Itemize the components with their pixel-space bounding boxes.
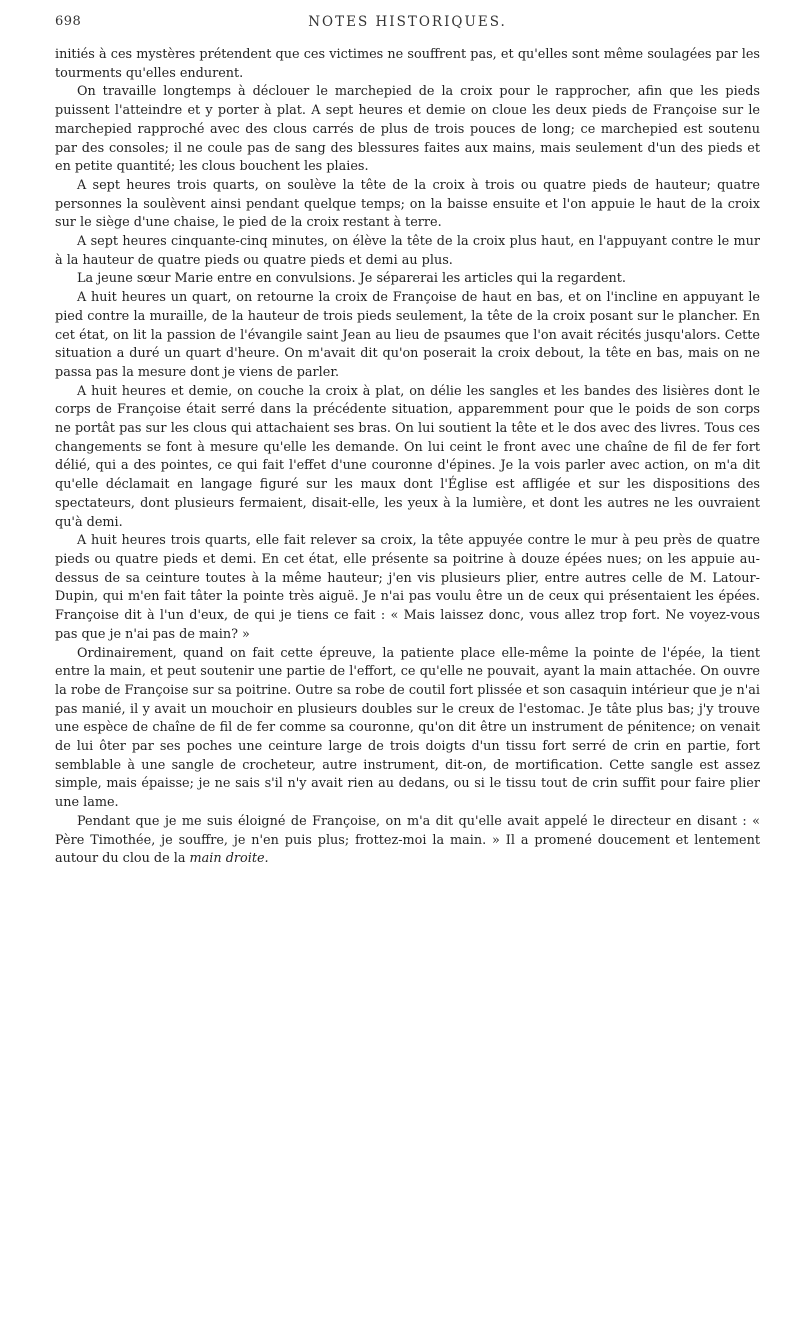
paragraph: A huit heures trois quarts, elle fait relever sa croix, la tête appuyée contre le mur à peu près de quatre pieds ou quatre pieds et demi. En cet état, elle présente sa poitrine à douze épées nues; on les appuie au-dessus de sa ceinture toutes à la même hauteur; j'en vis plusieurs plier, entre autres celle de M. Latour-Dupin, qui m'en fait tâter la pointe très aiguë. Je n'ai pas voulu être un de ceux qui présentaient les épées. Françoise dit à l'un d'eux, de qui je tiens ce fait : « Mais laissez donc, vous allez trop fort. Ne voyez-vous pas que je n'ai pas de main? »: [55, 533, 760, 642]
italic-phrase: main droite.: [189, 851, 269, 867]
page-number: 698: [55, 14, 82, 29]
text-body: [55, 46, 760, 869]
running-head: [55, 14, 760, 36]
paragraph: La jeune sœur Marie entre en convulsions. Je séparerai les articles qui la regardent.: [77, 271, 626, 287]
paragraph: A huit heures et demie, on couche la croix à plat, on délie les sangles et les bandes des lisières dont le corps de Françoise était serré dans la précédente situation, apparemment pour que le poids de son corps ne portât pas sur les clous qui attachaient ses bras. On lui soutient la tête et le dos avec des livres. Tous ces changements se font à mesure qu'elle les demande. On lui ceint le front avec une chaîne de fil de fer fort délié, qui a des pointes, ce qui fait l'effet d'une couronne d'épines. Je la vois parler avec action, on m'a dit qu'elle déclamait en langage figuré sur les maux dont l'Église est affligée et sur les dispositions des spectateurs, dont plusieurs fermaient, disait-elle, les yeux à la lumière, et dont les autres ne les ouvraient qu'à demi.: [55, 383, 760, 530]
paragraph-last: [55, 813, 760, 869]
paragraph-continuation: initiés à ces mystères prétendent que ces victimes ne souffrent pas, et qu'elles sont même soulagées par les tourments qu'elles endurent.: [55, 47, 760, 81]
paragraph: On travaille longtemps à déclouer le marchepied de la croix pour le rapprocher, afin que les pieds puissent l'atteindre et y porter à plat. A sept heures et demie on cloue les deux pieds de Françoise sur le marchepied rapproché avec des clous carrés de plus de trois pouces de long; ce marchepied est soutenu par des consoles; il ne coule pas de sang des blessures faites aux mains, mais seulement d'un des pieds et en petite quantité; les clous bouchent les plaies.: [55, 84, 760, 175]
paragraph: A sept heures trois quarts, on soulève la tête de la croix à trois ou quatre pieds de hauteur; quatre personnes la soulèvent ainsi pendant quelque temps; on la baisse ensuite et l'on appuie le haut de la croix sur le siège d'une chaise, le pied de la croix restant à terre.: [55, 177, 760, 231]
last-paragraph-text: Pendant que je me suis éloigné de Françoise, on m'a dit qu'elle avait appelé le directeur en disant : « Père Timothée, je souffre, je n'en puis plus; frottez-moi la main. » Il a promené doucement et lentement autour du clou de la: [55, 813, 760, 867]
paragraph: Ordinairement, quand on fait cette épreuve, la patiente place elle-même la pointe de l'épée, la tient entre la main, et peut soutenir une partie de l'effort, ce qu'elle ne pouvait, ayant la main attachée. On ouvre la robe de Françoise sur sa poitrine. Outre sa robe de coutil fort plissée et son casaquin intérieur que je n'ai pas manié, il y avait un mouchoir en plusieurs doubles sur le creux de l'estomac. Je tâte plus bas; j'y trouve une espèce de chaîne de fil de fer comme sa couronne, qu'on dit être un instrument de pénitence; on venait de lui ôter par ses poches une ceinture large de trois doigts d'un tissu fort serré de crin en partie, fort semblable à une sangle de crocheteur, autre instrument, dit-on, de mortification. Cette sangle est assez simple, mais épaisse; je ne sais s'il n'y avait rien au dedans, ou si le tissu tout de crin suffit pour faire plier une lame.: [55, 645, 760, 811]
running-title: NOTES HISTORIQUES.: [308, 14, 507, 30]
paragraph: A sept heures cinquante-cinq minutes, on élève la tête de la croix plus haut, en l'appuyant contre le mur à la hauteur de quatre pieds ou quatre pieds et demi au plus.: [55, 234, 760, 268]
paragraph: A huit heures un quart, on retourne la croix de Françoise de haut en bas, et on l'incline en appuyant le pied contre la muraille, de la hauteur de trois pieds seulement, la tête de la croix posant sur le plancher. En cet état, on lit la passion de l'évangile saint Jean au lieu de psaumes que l'on avait récités jusqu'alors. Cette situation a duré un quart d'heure. On m'avait dit qu'on poserait la croix debout, la tête en bas, mais on ne passa pas la mesure dont je viens de parler.: [55, 290, 760, 380]
